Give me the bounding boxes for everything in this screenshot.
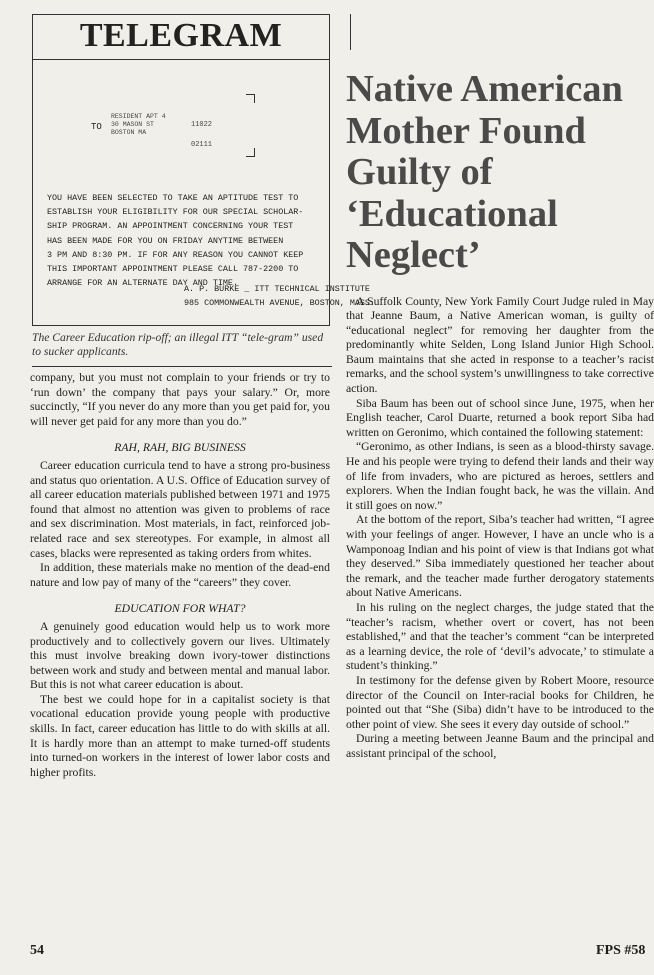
telegram-image [32,14,375,326]
issue-label: FPS #58 [596,943,646,958]
telegram-title-rule [33,59,329,60]
telegram-address-line: BOSTON MA [111,129,147,136]
telegram-line: ARRANGE FOR AN ALTERNATE DAY AND TIME. [47,278,238,289]
telegram-number-1: 11022 [191,121,213,129]
page-number: 54 [30,943,44,958]
paragraph: Career education curricula tend to have a strong pro-business and status quo orientation. A U.S. Office of Education survey of all career education materials published between 1971 and 1975 found that almost no attention was given to problems of race and sex discrimination. Most materials, in fact, reinforced job-related race and sex stereotypes. For example, in almost all cases, blacks were represented as taking orders from whites. [30,458,330,560]
paragraph: In testimony for the defense given by Robert Moore, resource director of the Council on Inter-racial books for Children, he pointed out that “She (Siba) didn’t have to be introduced to the other point of view. She sees it every day outside of school.” [346,673,654,731]
telegram-signature-line: 985 COMMONWEALTH AVENUE, BOSTON, MASS. [184,298,375,309]
telegram-line: THIS IMPORTANT APPOINTMENT PLEASE CALL 787-2200 TO [47,264,299,275]
image-caption: The Career Education rip-off; an illegal ITT “tele-gram” used to sucker applicants. [32,331,324,358]
paragraph: During a meeting between Jeanne Baum and the principal and assistant principal of the school, [346,732,654,760]
paragraph: Siba Baum has been out of school since June, 1975, when her English teacher, Carol Duarte, returned a book report Siba had written on Geronimo, which contained the following statement: [346,396,654,439]
address-window-corner [246,148,255,157]
headline-line: Neglect’ [346,234,481,276]
telegram-message [47,191,327,290]
headline-line: Native American [346,68,623,110]
paragraph: The best we could hope for in a capitalist society is that vocational education provide young people with productive skills. In fact, career education has little to do with skills at all. It is hardly more than an attempt to make turned-off students into turned-on workers in the interest of lower labor costs and higher profits. [30,692,330,779]
telegram-line: SHIP PROGRAM. AN APPOINTMENT CONCERNING YOUR TEST [47,221,294,232]
paragraph: A genuinely good education would help us to work more productively and to collectively govern our lives. Ultimately this must involve breaking down ivory-tower distinctions between work and study and between mental and manual labor. But this is not what career education is about. [30,619,330,692]
paragraph: “Geronimo, as other Indians, is seen as a blood-thirsty savage. He and his people were trying to defend their lands and their way of life from invaders, who are pictured as heroes, settlers and explorers. When the Indian fought back, he was the villain. And it still goes on now.” [346,440,654,512]
left-body-text [30,371,330,780]
telegram-number-2: 02111 [191,141,213,149]
telegram-to-label: TO [91,122,102,132]
article-body [344,295,654,762]
paragraph: In his ruling on the neglect charges, the judge stated that the “teacher’s racism, whether overt or covert, has not been established,” and that the teacher’s comment “can be interpreted as a learning device, the role of ‘devil’s advocate,’ to stimulate a student’s thinking.” [346,600,654,673]
paragraph: At the bottom of the report, Siba’s teacher had written, “I agree with your feelings of anger. However, I have an uncle who is a Wamponoag Indian and his point of view is that Indians got what they deserved.” Siba immediately questioned her teacher about the remark, and the teacher made further derogatory statements about Native Americans. [346,513,654,600]
telegram-line: 3 PM AND 8:30 PM. IF FOR ANY REASON YOU CANNOT KEEP [47,249,304,260]
telegram-line: HAS BEEN MADE FOR YOU ON FRIDAY ANYTIME BETWEEN [47,235,284,246]
section-heading: EDUCATION FOR WHAT? [114,602,246,616]
paragraph: company, but you must not complain to your friends or try to ‘run down’ the company that pays your salary.” Or, more succinctly, “If you never do any more than you get paid for, you will never get paid for any more than you do.” [30,371,330,428]
right-column [344,14,654,944]
address-window-corner [246,94,255,103]
article-headline [346,69,654,277]
headline-line: Mother Found [346,109,586,152]
telegram-title: TELEGRAM [79,17,283,54]
headline-line: ‘Educational [346,192,558,235]
caption-rule [32,366,332,367]
telegram-signature-line: A. P. BURKE _ ITT TECHNICAL INSTITUTE [184,284,370,294]
telegram-line: YOU HAVE BEEN SELECTED TO TAKE AN APTITUDE TEST TO [47,193,299,203]
section-heading: RAH, RAH, BIG BUSINESS [114,441,246,455]
paragraph: In addition, these materials make no mention of the dead-end nature and low pay of many of the “careers” they cover. [30,561,330,589]
paragraph: A Suffolk County, New York Family Court Judge ruled in May that Jeanne Baum, a Native American woman, is guilty of “educational neglect” for removing her daughter from the predominantly white Selden, Long Island Junior High School. Baum maintains that she acted in response to a teacher’s racist remarks, and the school system’s unwillingness to take corrective action. [346,294,654,396]
telegram-line: ESTABLISH YOUR ELIGIBILITY FOR OUR SPECIAL SCHOLAR- [47,207,304,218]
telegram-address-line: RESIDENT APT 4 [111,113,166,120]
headline-line: Guilty of [346,151,493,193]
telegram-address-line: 30 MASON ST [111,121,154,128]
left-column [30,14,375,780]
telegram-address [111,113,166,137]
